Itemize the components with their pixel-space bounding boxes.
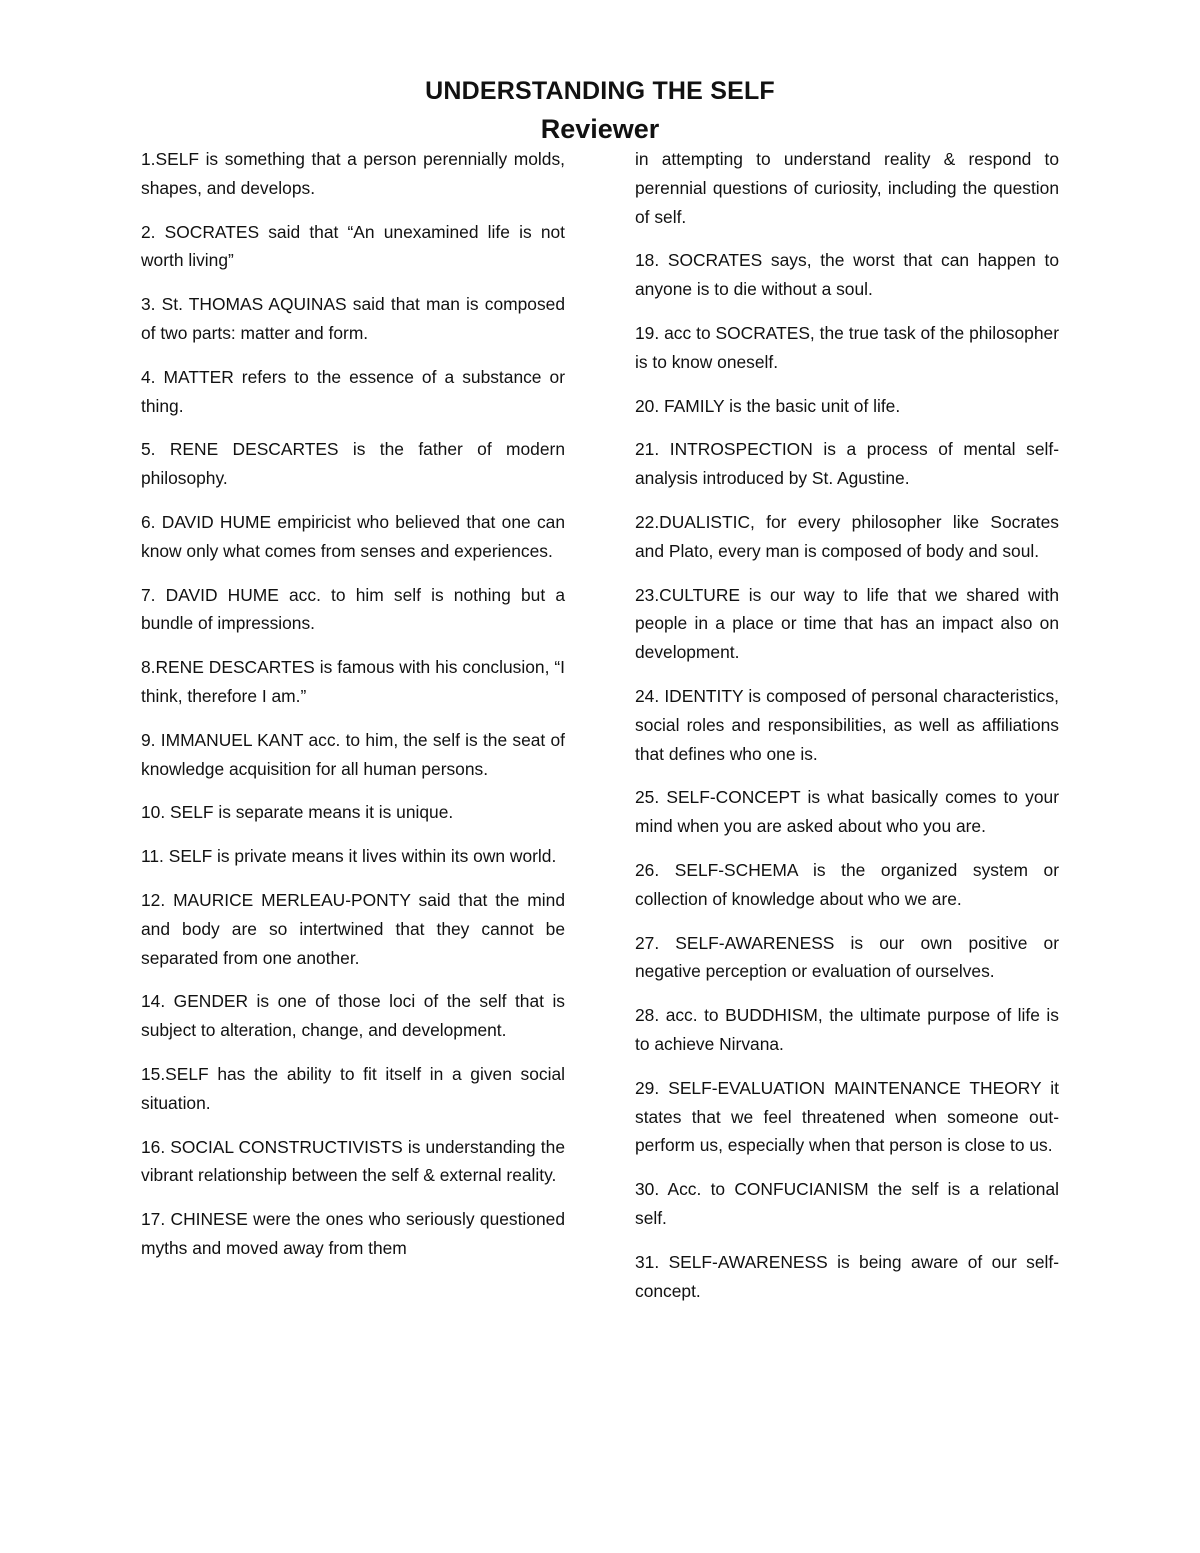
reviewer-item: 1.SELF is something that a person perennially molds, shapes, and develops.	[141, 149, 565, 198]
reviewer-item: 25. SELF-CONCEPT is what basically comes to your mind when you are asked about who you are.	[635, 787, 1059, 837]
reviewer-item: 30. Acc. to CONFUCIANISM the self is a relational self.	[635, 1179, 1059, 1228]
left-column	[141, 145, 565, 1278]
reviewer-item: 29. SELF-EVALUATION MAINTENANCE THEORY it states that we feel threatened when someone out-perform us, especially when that person is close to us.	[635, 1077, 1059, 1156]
reviewer-item: 18. SOCRATES says, the worst that can happen to anyone is to die without a soul.	[635, 250, 1059, 300]
right-column	[635, 145, 1059, 1320]
reviewer-item: 9. IMMANUEL KANT acc. to him, the self is the seat of knowledge acquisition for all human persons.	[141, 729, 565, 779]
reviewer-item: 12. MAURICE MERLEAU-PONTY said that the mind and body are so intertwined that they cannot be separated from one another.	[141, 889, 565, 968]
reviewer-item: 7. DAVID HUME acc. to him self is nothing but a bundle of impressions.	[141, 584, 565, 634]
reviewer-item: 23.CULTURE is our way to life that we shared with people in a place or time that has an impact also on development.	[635, 584, 1059, 663]
reviewer-item: 28. acc. to BUDDHISM, the ultimate purpose of life is to achieve Nirvana.	[635, 1005, 1059, 1054]
reviewer-item: 14. GENDER is one of those loci of the self that is subject to alteration, change, and development.	[141, 991, 565, 1041]
reviewer-item: 16. SOCIAL CONSTRUCTIVISTS is understanding the vibrant relationship between the self & external reality.	[141, 1136, 565, 1186]
document-title: UNDERSTANDING THE SELF	[425, 77, 775, 105]
reviewer-item: 20. FAMILY is the basic unit of life.	[635, 395, 901, 416]
reviewer-item-continued: in attempting to understand reality & respond to perennial questions of curiosity, including the question of self.	[635, 149, 1059, 227]
reviewer-item: 15.SELF has the ability to fit itself in a given social situation.	[141, 1063, 565, 1113]
reviewer-item: 4. MATTER refers to the essence of a substance or thing.	[141, 366, 565, 416]
reviewer-item: 2. SOCRATES said that “An unexamined life is not worth living”	[141, 221, 565, 271]
reviewer-item: 26. SELF-SCHEMA is the organized system or collection of knowledge about who we are.	[635, 859, 1059, 909]
reviewer-item: 8.RENE DESCARTES is famous with his conclusion, “I think, therefore I am.”	[141, 657, 565, 706]
reviewer-item: 21. INTROSPECTION is a process of mental self-analysis introduced by St. Agustine.	[635, 439, 1059, 489]
reviewer-item: 24. IDENTITY is composed of personal characteristics, social roles and responsibilities, as well as affiliations that defines who one is.	[635, 685, 1059, 764]
reviewer-item: 11. SELF is private means it lives within its own world.	[141, 846, 557, 867]
reviewer-item: 31. SELF-AWARENESS is being aware of our self-concept.	[635, 1251, 1059, 1301]
reviewer-item: 27. SELF-AWARENESS is our own positive or negative perception or evaluation of ourselves.	[635, 932, 1059, 982]
document-subtitle: Reviewer	[540, 114, 660, 144]
reviewer-item: 22.DUALISTIC, for every philosopher like Socrates and Plato, every man is composed of body and soul.	[635, 511, 1059, 561]
reviewer-item: 5. RENE DESCARTES is the father of modern philosophy.	[141, 439, 565, 489]
reviewer-item: 3. St. THOMAS AQUINAS said that man is composed of two parts: matter and form.	[141, 294, 565, 343]
reviewer-item: 19. acc to SOCRATES, the true task of the philosopher is to know oneself.	[635, 322, 1059, 372]
reviewer-item: 17. CHINESE were the ones who seriously questioned myths and moved away from them	[141, 1209, 565, 1258]
reviewer-item: 6. DAVID HUME empiricist who believed that one can know only what comes from senses and experiences.	[141, 511, 565, 561]
reviewer-item: 10. SELF is separate means it is unique.	[141, 802, 454, 823]
